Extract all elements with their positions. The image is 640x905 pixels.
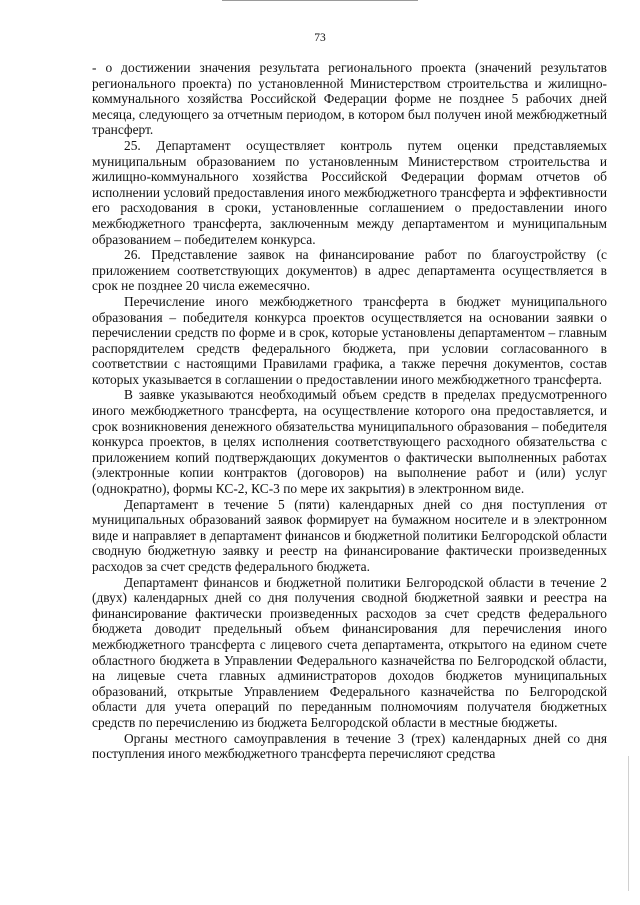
paragraph-5: В заявке указываются необходимый объем средств в пределах предусмотренного иного межбюджетного трансферта, на осуществление которого она предоставляется, и срок возникновения денежного обязательства муниципального образования – победителя конкурса проектов, в целях исполнения соответствующего расходного обязательства с приложением копий подтверждающих документов о фактически выполненных работах (электронные копии контрактов (договоров) на выполнение работ и (или) услуг (однократно), формы КС-2, КС-3 по мере их закрытия) в электронном виде.: [92, 387, 607, 497]
scan-top-edge: [222, 0, 418, 1]
scan-edge-mark: [628, 756, 629, 891]
paragraph-6: Департамент в течение 5 (пяти) календарных дней со дня поступления от муниципальных образований заявок формирует на бумажном носителе и в электронном виде и направляет в департамент финансов и бюджетной политики Белгородской области сводную бюджетную заявку и реестр на финансирование фактически произведенных расходов за счет средств федерального бюджета.: [92, 496, 607, 574]
paragraph-4: Перечисление иного межбюджетного трансферта в бюджет муниципального образования – победителя конкурса проектов осуществляется на основании заявки о перечислении средств по форме и в срок, которые установлены департаментом – главным распорядителем средств федерального бюджета, при условии согласованного в соответствии с настоящими Правилами графика, а также перечня документов, состав которых указывается в соглашении о предоставлении иного межбюджетного трансферта.: [92, 293, 607, 387]
body-text: [92, 60, 607, 762]
paragraph-3: 26. Представление заявок на финансирование работ по благоустройству (с приложением соответствующих документов) в адрес департамента осуществляется в срок не позднее 20 числа ежемесячно.: [92, 247, 607, 294]
paragraph-8: Органы местного самоуправления в течение 3 (трех) календарных дней со дня поступления иного межбюджетного трансферта перечисляют средства: [92, 730, 607, 762]
paragraph-2: 25. Департамент осуществляет контроль путем оценки представляемых муниципальным образованием по установленным Министерством строительства и жилищно-коммунального хозяйства Российской Федерации формам отчетов об исполнении условий предоставления иного межбюджетного трансферта и эффективности его расходования в сроки, установленные соглашением о предоставлении иного межбюджетного трансферта, заключенным между департаментом и муниципальным образованием – победителем конкурса.: [92, 137, 607, 247]
page-number: 73: [314, 32, 326, 44]
paragraph-7: Департамент финансов и бюджетной политики Белгородской области в течение 2 (двух) календарных дней со дня получения сводной бюджетной заявки и реестра на финансирование фактически произведенных расходов за счет средств федерального бюджета доводит предельный объем финансирования для перечисления иного межбюджетного трансферта с лицевого счета департамента, открытого на едином счете областного бюджета в Управлении Федерального казначейства по Белгородской области, на лицевые счета главных администраторов доходов бюджетов муниципальных образований, открытые Управлением Федерального казначейства по Белгородской области для учета операций по переданным полномочиям получателя бюджетных средств по перечислению из бюджета Белгородской области в местные бюджеты.: [92, 574, 607, 730]
paragraph-1: - о достижении значения результата регионального проекта (значений результатов регионального проекта) по установленной Министерством строительства и жилищно-коммунального хозяйства Российской Федерации форме не позднее 5 рабочих дней месяца, следующего за отчетным периодом, в котором был получен иной межбюджетный трансферт.: [92, 60, 607, 138]
